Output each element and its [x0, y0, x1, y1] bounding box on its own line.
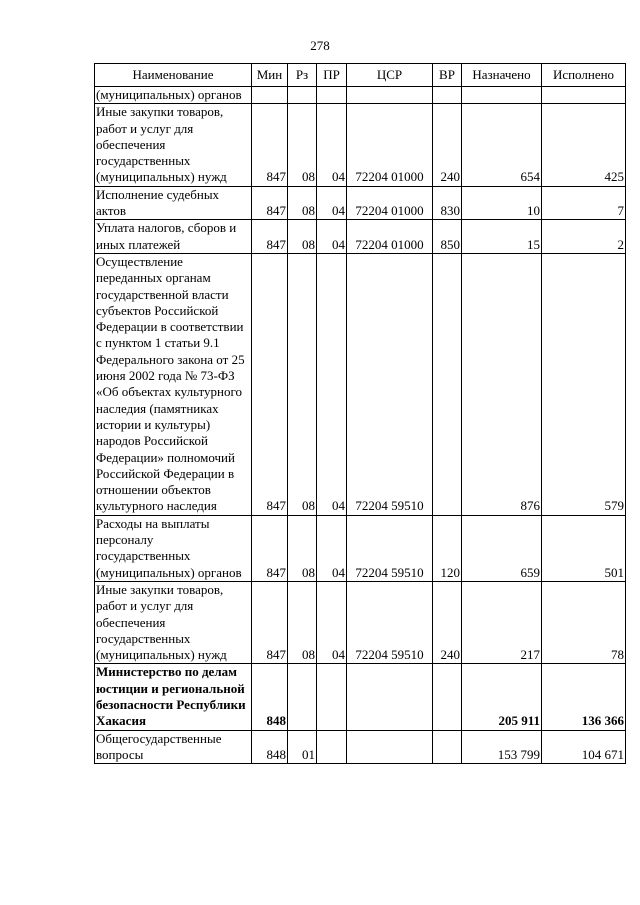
- cell-name: Осуществление переданных органам государственной власти субъектов Российской Федерации в соответствии с пунктом 1 статьи 9.1 Федерального закона от 25 июня 2002 года № 73-ФЗ «Об объектах культурного наследия (памятниках истории и культуры) народов Российской Федерации» полномочий Российской Федерации в отношении объектов культурного наследия: [95, 253, 252, 515]
- table-row: [95, 104, 626, 186]
- cell-pr: [317, 87, 347, 104]
- header-executed: Исполнено: [542, 64, 626, 87]
- cell-name: Иные закупки товаров, работ и услуг для обеспечения государственных (муниципальных) нужд: [95, 104, 252, 186]
- table-row: [95, 186, 626, 220]
- cell-planned: 217: [462, 581, 542, 663]
- header-pr: ПР: [317, 64, 347, 87]
- cell-name: Общегосударственные вопросы: [95, 730, 252, 764]
- header-vr: ВР: [433, 64, 462, 87]
- cell-planned: 15: [462, 220, 542, 254]
- cell-rz: [288, 87, 317, 104]
- cell-executed: 78: [542, 581, 626, 663]
- cell-vr: 850: [433, 220, 462, 254]
- cell-min: 847: [252, 220, 288, 254]
- cell-pr: 04: [317, 220, 347, 254]
- table-row: [95, 581, 626, 663]
- cell-vr: 830: [433, 186, 462, 220]
- cell-rz: 08: [288, 515, 317, 581]
- cell-name: Уплата налогов, сборов и иных платежей: [95, 220, 252, 254]
- cell-min: 847: [252, 515, 288, 581]
- cell-min: 848: [252, 730, 288, 764]
- header-rz: Рз: [288, 64, 317, 87]
- cell-csr: 72204 59510: [347, 515, 433, 581]
- cell-executed: 7: [542, 186, 626, 220]
- cell-rz: 08: [288, 253, 317, 515]
- cell-csr: 72204 59510: [347, 581, 433, 663]
- cell-csr: [347, 730, 433, 764]
- cell-vr: [433, 664, 462, 730]
- table-header-row: [95, 64, 626, 87]
- cell-pr: [317, 730, 347, 764]
- cell-rz: 01: [288, 730, 317, 764]
- cell-name: Расходы на выплаты персоналу государственных (муниципальных) органов: [95, 515, 252, 581]
- cell-vr: [433, 253, 462, 515]
- page-number: 278: [310, 38, 330, 53]
- cell-planned: [462, 87, 542, 104]
- budget-table: [94, 63, 626, 764]
- table-row: [95, 253, 626, 515]
- header-min: Мин: [252, 64, 288, 87]
- cell-min: 847: [252, 581, 288, 663]
- cell-vr: 240: [433, 104, 462, 186]
- cell-vr: 120: [433, 515, 462, 581]
- cell-pr: 04: [317, 104, 347, 186]
- cell-min: 847: [252, 253, 288, 515]
- cell-csr: 72204 01000: [347, 186, 433, 220]
- table-row: [95, 664, 626, 730]
- cell-planned: 153 799: [462, 730, 542, 764]
- cell-rz: 08: [288, 581, 317, 663]
- cell-name: Иные закупки товаров, работ и услуг для обеспечения государственных (муниципальных) нужд: [95, 581, 252, 663]
- cell-min: 848: [252, 664, 288, 730]
- cell-planned: 205 911: [462, 664, 542, 730]
- cell-rz: 08: [288, 220, 317, 254]
- cell-executed: 104 671: [542, 730, 626, 764]
- cell-csr: 72204 01000: [347, 220, 433, 254]
- cell-planned: 10: [462, 186, 542, 220]
- cell-min: 847: [252, 186, 288, 220]
- cell-executed: 136 366: [542, 664, 626, 730]
- cell-executed: 579: [542, 253, 626, 515]
- cell-vr: [433, 87, 462, 104]
- cell-executed: 2: [542, 220, 626, 254]
- cell-planned: 654: [462, 104, 542, 186]
- table-row: [95, 220, 626, 254]
- table-row: [95, 730, 626, 764]
- cell-csr: 72204 59510: [347, 253, 433, 515]
- cell-planned: 876: [462, 253, 542, 515]
- table-row: [95, 515, 626, 581]
- cell-pr: 04: [317, 581, 347, 663]
- cell-min: [252, 87, 288, 104]
- table-row: [95, 87, 626, 104]
- cell-executed: 501: [542, 515, 626, 581]
- cell-rz: 08: [288, 104, 317, 186]
- cell-csr: 72204 01000: [347, 104, 433, 186]
- cell-executed: 425: [542, 104, 626, 186]
- header-csr: ЦСР: [347, 64, 433, 87]
- cell-executed: [542, 87, 626, 104]
- cell-name: Министерство по делам юстиции и региональной безопасности Республики Хакасия: [95, 664, 252, 730]
- cell-pr: 04: [317, 515, 347, 581]
- cell-csr: [347, 664, 433, 730]
- cell-min: 847: [252, 104, 288, 186]
- cell-planned: 659: [462, 515, 542, 581]
- cell-pr: 04: [317, 186, 347, 220]
- cell-name: Исполнение судебных актов: [95, 186, 252, 220]
- cell-csr: [347, 87, 433, 104]
- cell-pr: [317, 664, 347, 730]
- cell-rz: 08: [288, 186, 317, 220]
- cell-name: (муниципальных) органов: [95, 87, 252, 104]
- header-planned: Назначено: [462, 64, 542, 87]
- cell-rz: [288, 664, 317, 730]
- cell-vr: 240: [433, 581, 462, 663]
- header-name: Наименование: [95, 64, 252, 87]
- cell-vr: [433, 730, 462, 764]
- cell-pr: 04: [317, 253, 347, 515]
